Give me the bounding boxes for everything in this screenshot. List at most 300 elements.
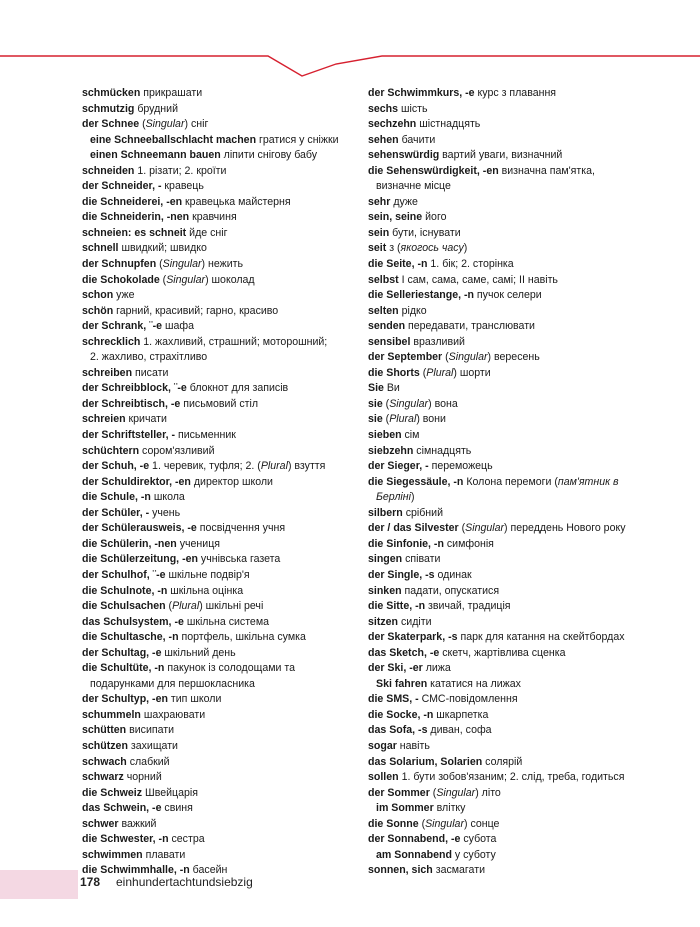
translation: парк для катання на скейтбордах [457,631,625,644]
grammar-note: Singular [425,817,464,830]
headword: die Schulnote, -n [82,584,168,597]
headword: sitzen [368,615,399,628]
translation: I сам, сама, саме, самі; II навіть [398,273,558,286]
translation: пучок селери [473,289,542,302]
dictionary-entry [368,537,678,553]
headword: die Schneiderei, -en [82,195,183,208]
translation: гарний, красивий; гарно, красиво [113,304,279,317]
headword: der Schriftsteller, - [82,429,176,442]
translation: прикрашати [140,87,203,99]
translation: субота [460,833,497,846]
translation: важкий [118,817,157,830]
headword: eine Schneeballschlacht machen [90,133,257,146]
dictionary-entry [368,661,678,677]
translation-tail: ) сніг [184,118,209,131]
headword: schon [82,289,114,302]
translation: учениця [176,537,221,550]
headword: die Sehenswürdigkeit, -en [368,164,499,177]
dictionary-entry [368,226,678,242]
translation: визначна пам'ятка, [498,164,595,177]
dictionary-entry [368,723,678,739]
dictionary-entry [82,257,357,273]
dictionary-entry [368,708,678,724]
dictionary-entry [368,381,678,397]
dictionary-entry [82,133,357,149]
headword: schreiben [82,366,133,379]
header-rule [0,0,700,80]
translation: з ( [386,242,401,255]
grammar-note: Singular [162,258,202,271]
dictionary-entry [368,599,678,615]
dictionary-entry [82,179,357,195]
headword: der Schüler, - [82,506,150,519]
translation: сестра [168,833,205,846]
translation: шкільний день [161,646,236,659]
grammar-note: Plural [389,413,417,426]
translation-tail: ) літо [475,786,501,799]
translation: Швейцарія [142,786,198,799]
dictionary-entry [82,86,357,102]
dictionary-entry [368,273,678,289]
dictionary-entry [368,786,678,802]
dictionary-entry [82,521,357,537]
translation: письмовий стіл [180,397,259,410]
dictionary-entry [82,848,357,864]
headword: schwarz [82,771,124,784]
dictionary-entry [368,195,678,211]
translation: шість [398,102,428,115]
dictionary-entry [368,646,678,662]
dictionary-entry [82,164,357,180]
dictionary-entry [82,801,357,817]
translation: ( [429,786,437,799]
headword: selten [368,304,399,317]
translation: СМС-повідомлення [418,693,518,706]
translation: звичай, традиція [425,600,511,613]
headword: schnell [82,242,119,255]
translation: дуже [390,195,418,208]
translation: писати [132,366,169,379]
dictionary-entry [82,102,357,118]
translation: блокнот для записів [186,382,289,395]
headword: der Schrank, ¨-e [82,320,163,333]
headword: der Schnee [82,118,140,131]
dictionary-entry [368,817,678,833]
dictionary-entry [368,210,678,226]
translation: слабкий [126,755,170,768]
translation: солярій [482,755,523,768]
dictionary-entry [368,863,678,879]
headword: die Schwimmhalle, -n [82,864,190,877]
headword: siebzehn [368,444,414,457]
translation-tail: ) взуття [287,460,326,473]
translation-tail: ) шоколад [205,273,255,286]
dictionary-entry [82,350,357,366]
headword: der Single, -s [368,568,435,581]
translation: кравець [161,180,204,193]
headword: die Shorts [368,366,420,379]
dictionary-entry [368,133,678,149]
dictionary-entry [82,335,357,351]
headword: der Sieger, - [368,460,429,473]
translation: шафа [162,320,195,333]
headword: die Sitte, -n [368,600,426,613]
translation-tail: ) сонце [463,817,500,830]
dictionary-entry [368,241,678,257]
translation: 1. жахливий, страшний; моторошний; [140,335,328,348]
headword: die Schülerin, -nen [82,537,177,550]
headword: senden [368,320,406,333]
dictionary-entry [82,117,357,133]
translation: вартий уваги, визначний [439,149,563,162]
translation: влітку [433,802,466,815]
dictionary-entry [82,677,357,693]
translation: шкільне подвір'я [165,568,250,581]
right-column [368,86,678,879]
headword: sehen [368,133,399,146]
headword: der Sonnabend, -e [368,833,461,846]
translation: ( [458,522,466,535]
headword: die Seite, -n [368,258,428,271]
dictionary-entry [82,412,357,428]
dictionary-entry [82,646,357,662]
dictionary-entry [82,584,357,600]
dictionary-entry [82,319,357,335]
dictionary-entry [82,506,357,522]
headword: die Schülerzeitung, -en [82,553,198,566]
headword: der Schülerausweis, -e [82,522,197,535]
translation: сидіти [398,615,432,628]
translation: диван, софа [427,724,492,737]
translation: учень [149,506,181,519]
translation: письменник [175,429,236,442]
headword: schwach [82,755,127,768]
translation: уже [113,289,135,302]
translation: портфель, шкільна сумка [178,631,306,644]
dictionary-entry [368,428,678,444]
dictionary-entry [82,195,357,211]
headword: schneiden [82,164,135,177]
footer-band [0,870,78,899]
grammar-note: пам'ятник в [557,475,619,488]
headword: das Solarium, Solarien [368,755,483,768]
headword: die Schulsachen [82,600,166,613]
translation: засмагати [432,864,485,877]
dictionary-entry [82,148,357,164]
dictionary-entry [368,552,678,568]
headword: der Skaterpark, -s [368,631,458,644]
translation: захищати [127,739,178,752]
dictionary-entry [368,164,678,180]
dictionary-entry [82,786,357,802]
grammar-note: Singular [436,786,476,799]
translation: бути, існувати [389,226,461,239]
headword: der Schreibtisch, -e [82,397,181,410]
headword: sechzehn [368,118,417,131]
headword: der September [368,351,443,364]
headword: singen [368,553,403,566]
dictionary-entry [82,817,357,833]
headword: Sie [368,382,384,395]
dictionary-entry [368,319,678,335]
translation: курс з плавання [474,87,557,99]
dictionary-entry [368,490,678,506]
translation: йде сніг [186,226,228,239]
dictionary-entry [82,552,357,568]
headword: der / das Silvester [368,522,459,535]
dictionary-entry [368,459,678,475]
headword: silbern [368,506,403,519]
grammar-note: Singular [448,351,488,364]
translation-tail: ) вона [428,397,458,410]
headword: im Sommer [376,802,434,815]
translation: співати [402,553,441,566]
dictionary-entry [368,521,678,537]
dictionary-entry [82,568,357,584]
grammar-note: Plural [260,460,288,473]
translation-tail: ) [410,491,415,504]
headword: schütten [82,724,127,737]
headword: schwimmen [82,848,143,861]
translation-tail: ) переддень Нового року [504,522,626,535]
translation-tail: ) шкільні речі [199,600,264,613]
translation: одинак [434,568,472,581]
translation: 1. бік; 2. сторінка [427,258,514,271]
page-number: 178 [80,875,101,889]
translation: ( [382,397,390,410]
grammar-note: Singular [166,273,206,286]
headword: sie [368,413,383,426]
translation: басейн [189,864,228,877]
dictionary-entry [368,801,678,817]
dictionary-entry [82,226,357,242]
translation: у суботу [451,848,496,861]
dictionary-entry [82,475,357,491]
translation: передавати, транслювати [405,320,535,333]
dictionary-entry [368,584,678,600]
translation: скетч, жартівлива сценка [439,646,566,659]
dictionary-entry [82,537,357,553]
translation: ( [156,258,163,271]
translation: кататися на лижах [427,677,521,690]
dictionary-entry [82,241,357,257]
dictionary-entry [368,444,678,460]
dictionary-entry [82,770,357,786]
dictionary-entry [82,692,357,708]
translation: тип школи [167,693,222,706]
translation: свиня [161,802,193,815]
dictionary-entry [82,288,357,304]
dictionary-entry [82,599,357,615]
headword: die Sonne [368,817,419,830]
translation: 1. черевик, туфля; 2. ( [149,460,261,473]
headword: die Selleriestange, -n [368,289,474,302]
headword: die Sinfonie, -n [368,537,444,550]
headword: das Sketch, -e [368,646,440,659]
dictionary-entry [368,179,678,195]
headword: sensibel [368,335,411,348]
headword: sein [368,226,390,239]
grammar-note: Берліні [376,491,411,504]
headword: das Schwein, -e [82,802,162,815]
headword: sehenswürdig [368,149,440,162]
headword: der Schultag, -e [82,646,162,659]
translation: 1. різати; 2. кроїти [134,164,227,177]
dictionary-entry [368,739,678,755]
headword: schneien: es schneit [82,226,187,239]
translation: шкарпетка [433,708,489,721]
headword: die Schwester, -n [82,833,169,846]
dictionary-entry [82,444,357,460]
dictionary-entry [82,428,357,444]
dictionary-entry [368,630,678,646]
translation: брудний [134,102,178,115]
translation: ( [418,817,426,830]
dictionary-entry [368,848,678,864]
headword: die Schweiz [82,786,143,799]
headword: einen Schneemann bauen [90,149,221,162]
headword: sieben [368,429,402,442]
translation: падати, опускатися [401,584,500,597]
dictionary-entry [368,412,678,428]
headword: der Schneider, - [82,180,162,193]
dictionary-entry [368,335,678,351]
translation: срібний [402,506,443,519]
translation: сором'язливий [139,444,215,457]
headword: das Schulsystem, -e [82,615,184,628]
headword: der Schnupfen [82,258,157,271]
dictionary-entry [82,304,357,320]
dictionary-entry [82,210,357,226]
translation-tail: ) вони [416,413,446,426]
headword: schmücken [82,87,141,99]
headword: seit [368,242,387,255]
dictionary-entry [368,397,678,413]
headword: schreien [82,413,126,426]
dictionary-entry [368,102,678,118]
headword: die Siegessäule, -n [368,475,464,488]
headword: sinken [368,584,402,597]
headword: die Socke, -n [368,708,434,721]
dictionary-entry [82,739,357,755]
translation: плавати [142,848,186,861]
headword: der Ski, -er [368,662,423,675]
headword: schmutzig [82,102,135,115]
translation: шкільна оцінка [167,584,244,597]
translation: симфонія [443,537,494,550]
grammar-note: Singular [465,522,505,535]
dictionary-entry [368,304,678,320]
headword: die SMS, - [368,693,419,706]
translation: посвідчення учня [196,522,286,535]
grammar-note: Singular [145,118,185,131]
headword: schützen [82,739,128,752]
headword: sonnen, sich [368,864,433,877]
dictionary-entry [368,615,678,631]
dictionary-entry [368,350,678,366]
headword: die Schokolade [82,273,160,286]
dictionary-entry [368,692,678,708]
translation: Ви [383,382,400,395]
translation: Колона перемоги ( [463,475,558,488]
headword: schrecklich [82,335,141,348]
headword: die Schule, -n [82,491,151,504]
translation: гратися у сніжки [256,133,339,146]
dictionary-entry [368,568,678,584]
headword: selbst [368,273,399,286]
translation: ( [139,118,146,131]
translation: лижа [422,662,451,675]
translation: переможець [428,460,493,473]
headword: sogar [368,739,397,752]
translation: подарунками для першокласника [90,677,255,690]
translation: вразливий [410,335,465,348]
headword: der Schultyp, -en [82,693,168,706]
dictionary-entry [82,723,357,739]
dictionary-entry [82,381,357,397]
header-red-line [0,56,700,76]
dictionary-entry [368,475,678,491]
grammar-note: Plural [172,600,200,613]
dictionary-entry [368,832,678,848]
headword: schön [82,304,114,317]
dictionary-entry [368,86,678,102]
grammar-note: Singular [389,397,429,410]
headword: der Schreibblock, ¨-e [82,382,187,395]
translation: шкільна система [183,615,270,628]
headword: Ski fahren [376,677,428,690]
left-column [82,86,357,879]
headword: schüchtern [82,444,140,457]
headword: der Schulhof, ¨-e [82,568,166,581]
grammar-note: якогось часу [400,242,464,255]
dictionary-entry [82,630,357,646]
translation: бачити [398,133,436,146]
headword: sein, seine [368,211,423,224]
headword: sie [368,397,383,410]
translation: пакунок із солодощами та [164,662,295,675]
headword: sollen [368,771,399,784]
dictionary-entry [82,490,357,506]
dictionary-entry [368,117,678,133]
translation: учнівська газета [197,553,281,566]
dictionary-entry [82,366,357,382]
translation: директор школи [190,475,273,488]
dictionary-entry [82,832,357,848]
headword: die Schultüte, -n [82,662,165,675]
translation: швидкий; швидко [118,242,207,255]
translation-tail: ) [463,242,468,255]
grammar-note: Plural [426,366,454,379]
translation: ( [442,351,449,364]
dictionary-entry [368,366,678,382]
translation: ( [419,366,427,379]
dictionary-entry [82,615,357,631]
headword: der Schuh, -e [82,460,150,473]
translation: кравецька майстерня [182,195,291,208]
translation: ( [382,413,390,426]
dictionary-entry [368,770,678,786]
translation: шістнадцять [416,118,481,131]
translation: кравчиня [189,211,237,224]
headword: sehr [368,195,391,208]
translation: сімнадцять [413,444,472,457]
headword: schummeln [82,708,141,721]
dictionary-entry [368,257,678,273]
translation: шахраювати [140,708,206,721]
dictionary-entry [82,397,357,413]
dictionary-entry [368,755,678,771]
